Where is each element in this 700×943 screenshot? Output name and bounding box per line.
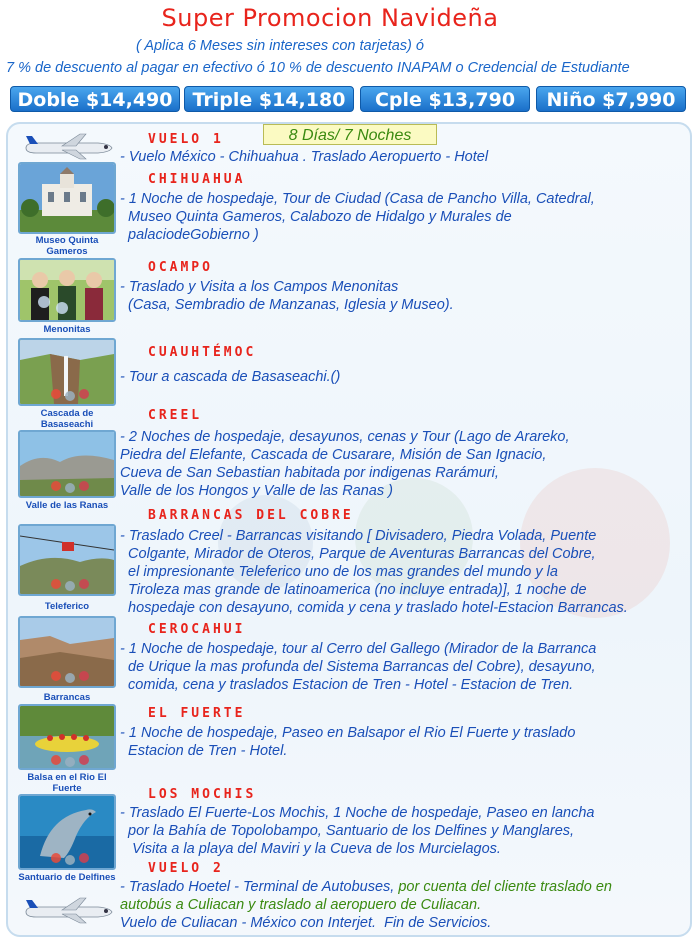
caption-teleferico: Teleferico xyxy=(44,601,90,612)
section-text-cuauhtemoc: - Tour a cascada de Basaseachi.() xyxy=(120,369,341,385)
airplane-icon xyxy=(22,896,114,924)
thumbnail-santuario-de-delfines xyxy=(18,794,116,870)
section-heading-vuelo-1: VUELO 1 xyxy=(148,132,224,147)
thumbnail-cascada-basaseachi xyxy=(18,338,116,406)
price-nino: Niño $7,990 xyxy=(536,86,686,112)
section-text-barrancas-del-cobre: - Traslado Creel - Barrancas visitando [ Divisadero, Piedra Volada, Puente Colgante, Mirador de Oteros, Parque de Aventuras Barrancas del Cobre, el impresionante Teleferico uno de los mas grandes del mundo y la Tiroleza mas grande de latinoamerica (no incluye entrada)], 1 noche de hospedaje con desayuno, comida y cena y traslado hotel-Estacion Barrancas. xyxy=(120,528,628,616)
thumbnail-menonitas xyxy=(18,258,116,322)
section-heading-el-fuerte: EL FUERTE xyxy=(148,706,246,721)
thumbnail-balsa-rio-el-fuerte xyxy=(18,704,116,770)
caption-valle-de-las-ranas: Valle de las Ranas xyxy=(25,500,109,511)
section-heading-chihuahua: CHIHUAHUA xyxy=(148,172,246,187)
thumbnail-museo-quinta-gameros xyxy=(18,162,116,234)
section-text-ocampo: - Traslado y Visita a los Campos Menonitas (Casa, Sembradio de Manzanas, Iglesia y Museo). xyxy=(120,279,454,313)
caption-santuario-de-delfines: Santuario de Delfines xyxy=(18,872,116,883)
vuelo-2-text-part1: - Traslado Hoetel - Terminal de Autobuses, xyxy=(120,879,399,895)
caption-balsa-rio-el-fuerte: Balsa en el Rio El Fuerte xyxy=(27,772,107,794)
section-text-vuelo-1: - Vuelo México - Chihuahua . Traslado Aeropuerto - Hotel xyxy=(120,149,489,165)
section-text-cerocahui: - 1 Noche de hospedaje, tour al Cerro del Gallego (Mirador de la Barranca de Urique la mas profunda del Sistema Barrancas del Cobre), desayuno, comida, cena y traslados Estacion de Tren - Hotel - Estacion de Tren. xyxy=(120,641,597,693)
section-heading-cuauhtemoc: CUAUHTÉMOC xyxy=(148,345,257,360)
vuelo-2-text-part2: Vuelo de Culiacan - México con Interjet. Fin de Servicios. xyxy=(120,915,492,931)
payment-subtitle: ( Aplica 6 Meses sin intereses con tarjetas) ó xyxy=(136,38,424,54)
section-heading-vuelo-2: VUELO 2 xyxy=(148,861,224,876)
section-text-creel: - 2 Noches de hospedaje, desayunos, cenas y Tour (Lago de Arareko, Piedra del Elefante, Cascada de Cusarare, Misión de San Ignacio, Cueva de San Sebastian habitada por indigenas Rarámuri, Valle de los Hongos y Valle de las Ranas ) xyxy=(120,429,570,499)
section-heading-ocampo: OCAMPO xyxy=(148,260,213,275)
discount-text: 7 % de descuento al pagar en efectivo ó 10 % de descuento INAPAM o Credencial de Estudiante xyxy=(6,60,630,76)
page-title: Super Promocion Navideña xyxy=(161,4,499,32)
price-doble: Doble $14,490 xyxy=(10,86,180,112)
caption-barrancas: Barrancas xyxy=(43,692,91,703)
section-heading-barrancas-del-cobre: BARRANCAS DEL COBRE xyxy=(148,508,354,523)
thumbnail-barrancas xyxy=(18,616,116,688)
section-text-vuelo-2 xyxy=(120,878,612,932)
section-text-los-mochis: - Traslado El Fuerte-Los Mochis, 1 Noche de hospedaje, Paseo en lancha por la Bahía de Topolobampo, Santuario de los Delfines y Manglares, Visita a la playa del Maviri y la Cueva de los Murcielagos. xyxy=(120,805,595,857)
caption-menonitas: Menonitas xyxy=(43,324,91,335)
section-heading-los-mochis: LOS MOCHIS xyxy=(148,787,257,802)
section-text-el-fuerte: - 1 Noche de hospedaje, Paseo en Balsapor el Rio El Fuerte y traslado Estacion de Tren - Hotel. xyxy=(120,725,576,759)
caption-museo-quinta-gameros: Museo Quinta Gameros xyxy=(35,235,99,257)
duration-badge: 8 Días/ 7 Noches xyxy=(263,124,437,145)
thumbnail-teleferico xyxy=(18,524,116,596)
vuelo-2-text-green: por cuenta del cliente traslado en autobús a Culiacan y traslado al aeropuero de Culiacan. xyxy=(120,879,612,913)
section-heading-creel: CREEL xyxy=(148,408,203,423)
section-text-chihuahua: - 1 Noche de hospedaje, Tour de Ciudad (Casa de Pancho Villa, Catedral, Museo Quinta Gameros, Calabozo de Hidalgo y Murales de palaciodeGobierno ) xyxy=(120,191,595,243)
section-heading-cerocahui: CEROCAHUI xyxy=(148,622,246,637)
caption-cascada-basaseachi: Cascada de Basaseachi xyxy=(40,408,94,430)
airplane-icon xyxy=(22,132,114,160)
thumbnail-valle-de-las-ranas xyxy=(18,430,116,498)
price-triple: Triple $14,180 xyxy=(184,86,354,112)
price-cple: Cple $13,790 xyxy=(360,86,530,112)
